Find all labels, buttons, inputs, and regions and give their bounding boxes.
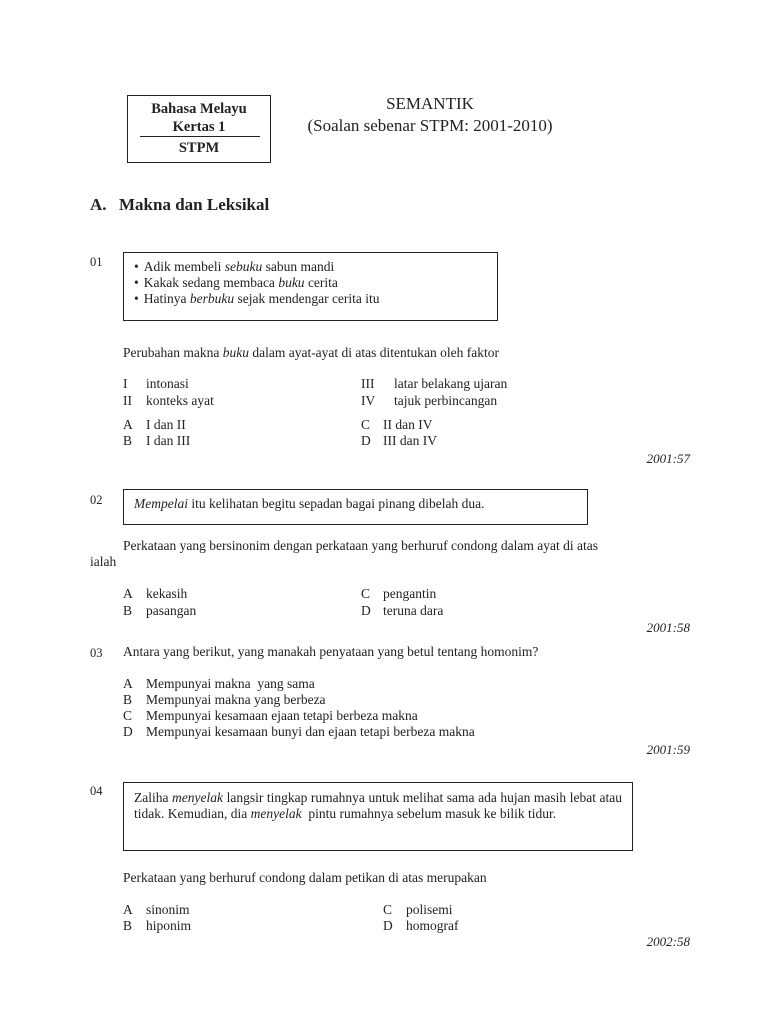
option-label: C: [361, 586, 371, 601]
year-reference: 2001:57: [646, 451, 690, 466]
option-label: D: [361, 603, 371, 618]
option-label: C: [361, 417, 371, 432]
question-box: [123, 782, 633, 851]
statement-text: konteks ayat: [146, 393, 214, 408]
year-reference: 2002:58: [646, 934, 690, 949]
option-label: D: [123, 724, 133, 739]
option-label: C: [123, 708, 133, 723]
option-text: pengantin: [383, 586, 437, 601]
statement-label: IV: [361, 393, 376, 408]
statement-text: intonasi: [146, 376, 189, 391]
option-text: I dan III: [146, 433, 191, 448]
question-number: 01: [90, 255, 103, 269]
section-letter: A.: [90, 195, 107, 214]
option-label: B: [123, 692, 133, 707]
question-box: [123, 252, 498, 321]
question-stem: Perkataan yang berhuruf condong dalam petikan di atas merupakan: [123, 870, 487, 885]
option-text: teruna dara: [383, 603, 444, 618]
statement-label: II: [123, 393, 132, 408]
option-label: A: [123, 676, 133, 691]
option-text: I dan II: [146, 417, 186, 432]
statement-label: III: [361, 376, 375, 391]
paper-number: Kertas 1: [172, 119, 226, 135]
option-text: kekasih: [146, 586, 188, 601]
statement-text: tajuk perbincangan: [394, 393, 498, 408]
question-number: 03: [90, 646, 103, 660]
question-box: Mempelai itu kelihatan begitu sepadan bagai pinang dibelah dua.: [123, 489, 588, 525]
bullet-item: • Hatinya berbuku sejak mendengar cerita itu: [134, 291, 497, 307]
option-text: pasangan: [146, 603, 197, 618]
question-number: 04: [90, 784, 103, 798]
option-text: polisemi: [406, 902, 453, 917]
question-number: 02: [90, 493, 103, 507]
question-stem: Perubahan makna buku dalam ayat-ayat di atas ditentukan oleh faktor: [123, 345, 499, 360]
page-subtitle: (Soalan sebenar STPM: 2001-2010): [307, 116, 553, 135]
question-stem: Perkataan yang bersinonim dengan perkataan yang berhuruf condong dalam ayat di atas: [123, 538, 598, 553]
page-title: SEMANTIK: [386, 94, 474, 113]
option-text: homograf: [406, 918, 459, 933]
bullet-item: • Adik membeli sebuku sabun mandi: [134, 259, 497, 275]
option-text: Mempunyai kesamaan ejaan tetapi berbeza makna: [146, 708, 418, 723]
option-label: A: [123, 586, 133, 601]
option-label: A: [123, 417, 133, 432]
option-text: hiponim: [146, 918, 192, 933]
option-text: Mempunyai kesamaan bunyi dan ejaan tetapi berbeza makna: [146, 724, 475, 739]
subject-box-divider: [140, 136, 260, 137]
option-text: II dan IV: [383, 417, 433, 432]
year-reference: 2001:59: [646, 742, 690, 757]
option-label: B: [123, 603, 133, 618]
option-text: III dan IV: [383, 433, 437, 448]
option-label: B: [123, 918, 133, 933]
option-text: sinonim: [146, 902, 190, 917]
statement-label: I: [123, 376, 128, 391]
option-label: A: [123, 902, 133, 917]
question-stem: Antara yang berikut, yang manakah penyataan yang betul tentang homonim?: [123, 644, 539, 659]
option-text: Mempunyai makna yang berbeza: [146, 692, 326, 707]
year-reference: 2001:58: [646, 620, 690, 635]
section-title: Makna dan Leksikal: [119, 195, 270, 214]
option-label: B: [123, 433, 133, 448]
statement-text: latar belakang ujaran: [394, 376, 508, 391]
bullet-item: • Kakak sedang membaca buku cerita: [134, 275, 497, 291]
question-stem-continuation: ialah: [90, 554, 117, 569]
option-label: D: [361, 433, 371, 448]
option-text: Mempunyai makna yang sama: [146, 676, 315, 691]
subject-name: Bahasa Melayu: [151, 101, 247, 117]
option-label: D: [383, 918, 393, 933]
passage-text: Zaliha menyelak langsir tingkap rumahnya untuk melihat sama ada hujan masih lebat atau tidak. Kemudian, dia menyelak pintu rumahnya sebelum masuk ke bilik tidur.: [134, 790, 623, 821]
exam-name: STPM: [178, 140, 220, 156]
option-label: C: [383, 902, 393, 917]
subject-box: [127, 95, 271, 163]
